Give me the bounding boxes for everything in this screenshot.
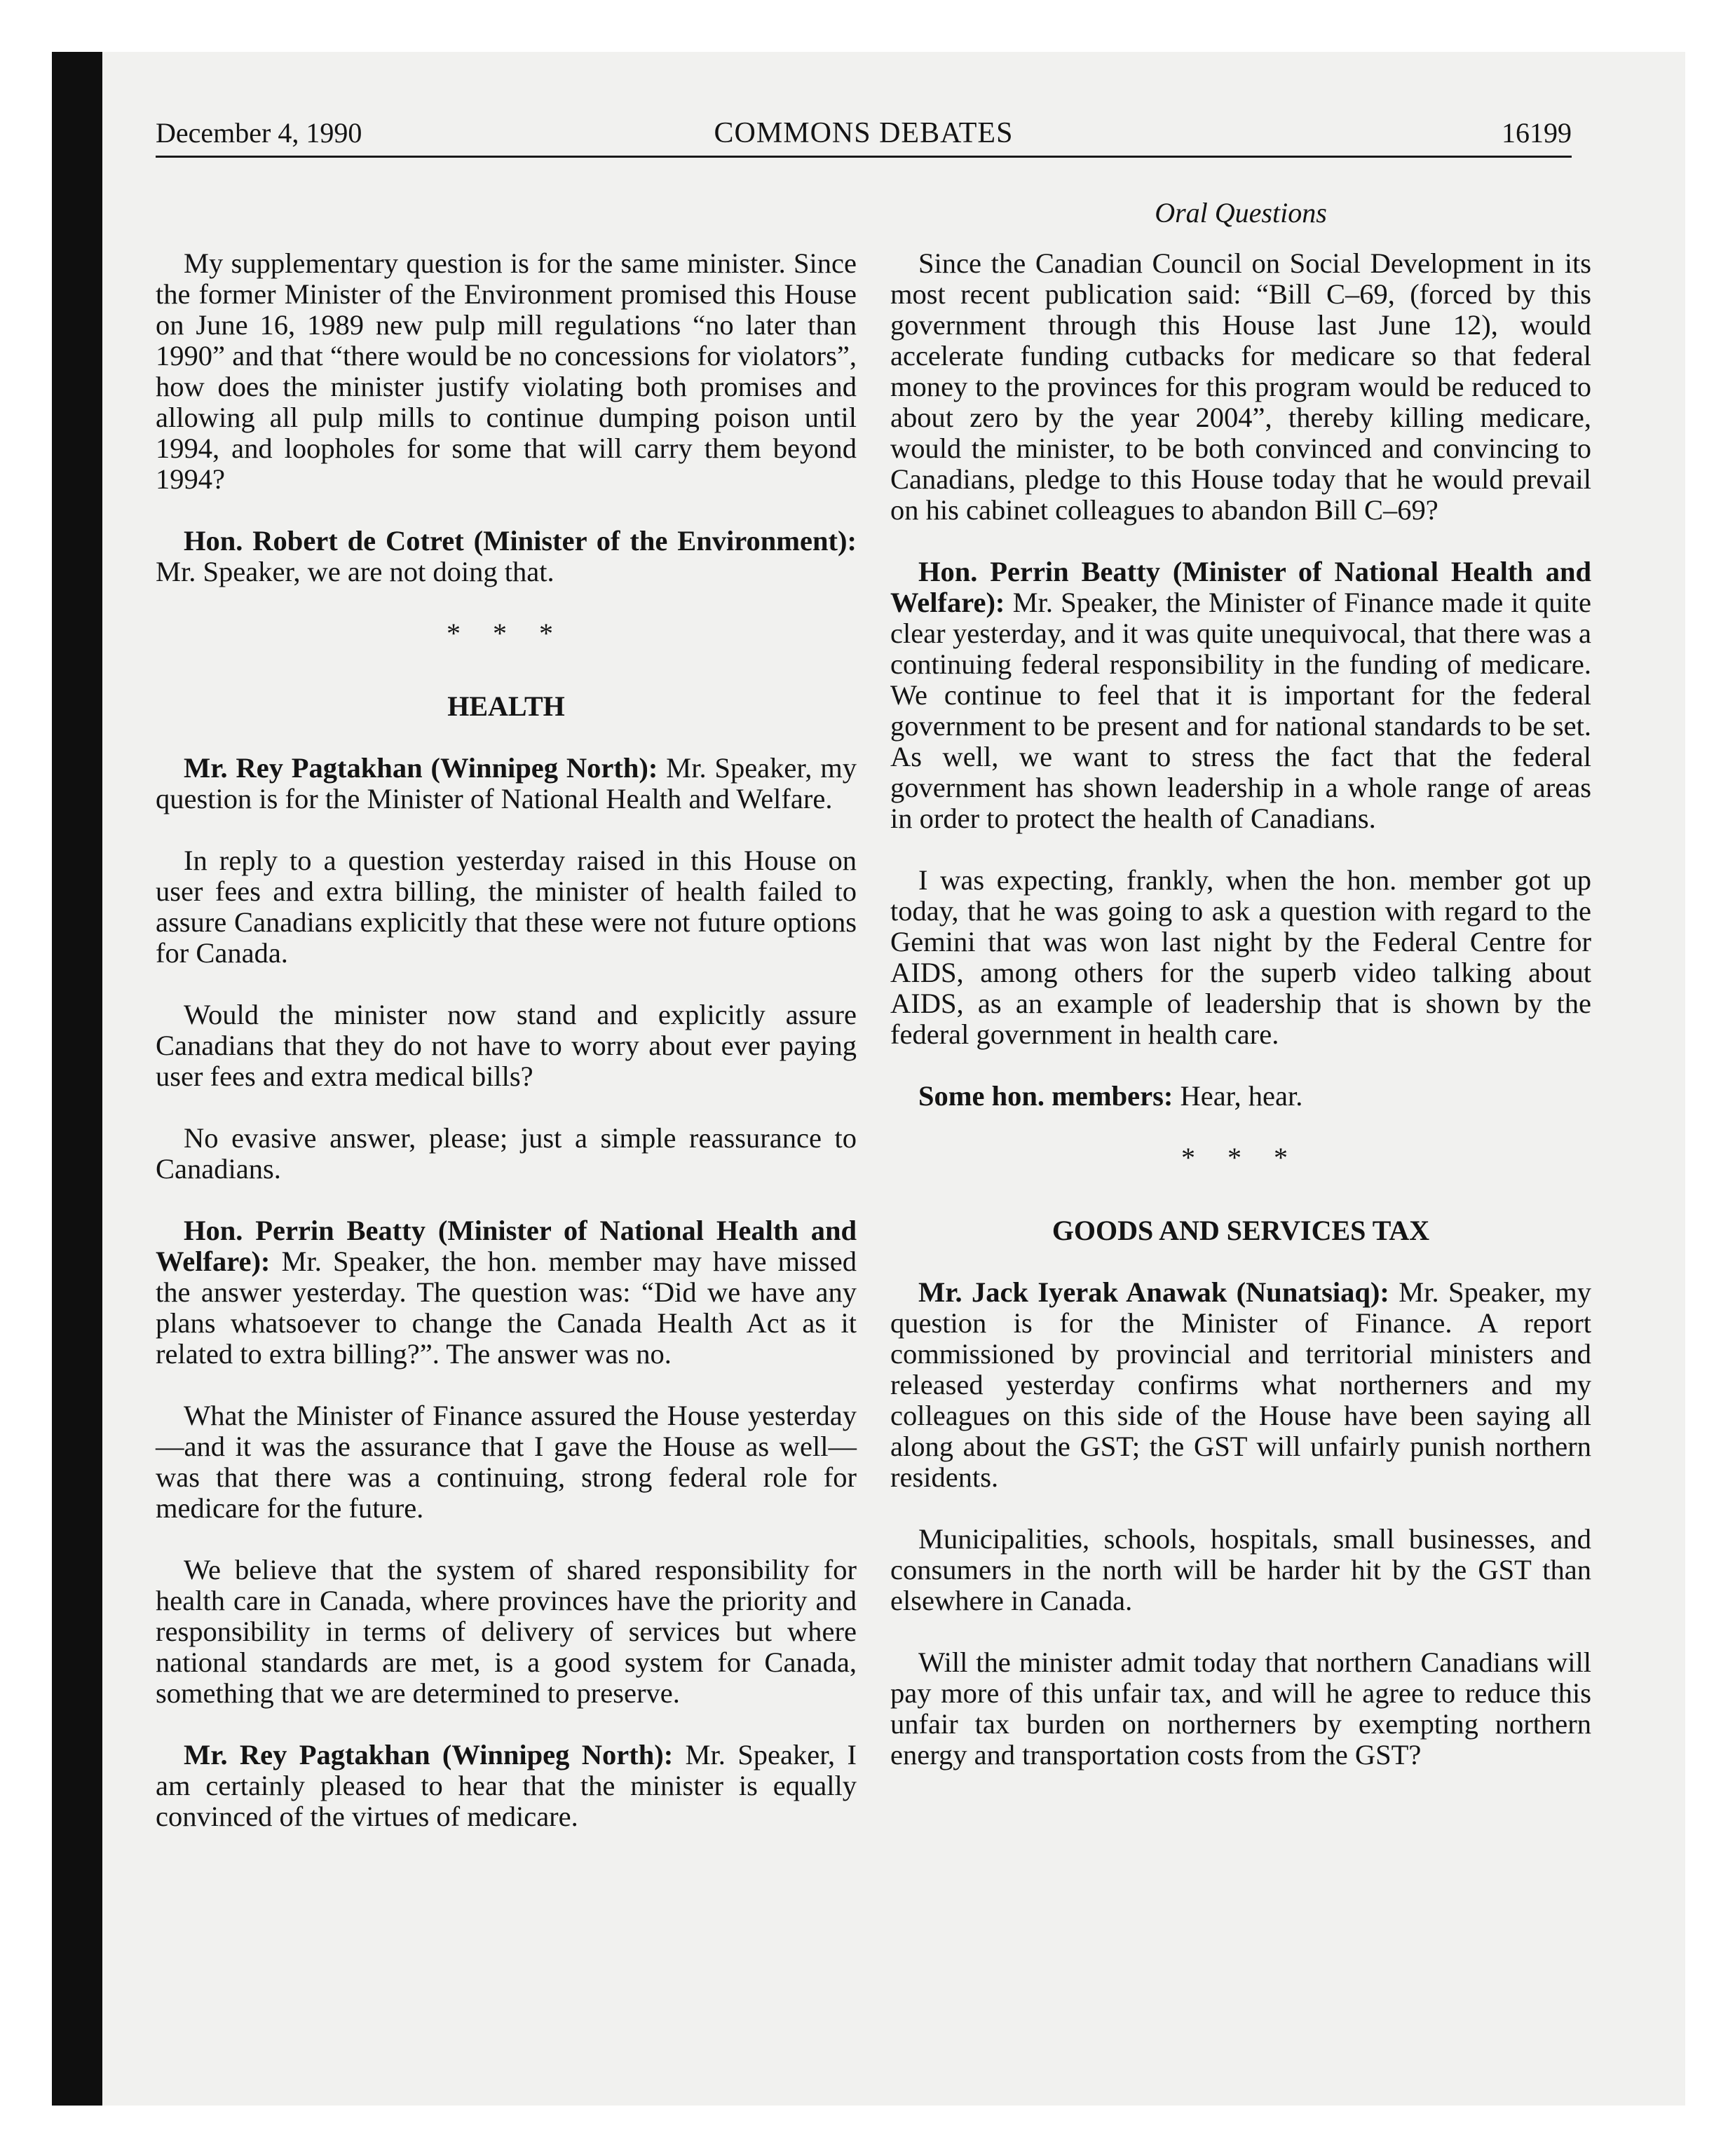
speech-text: Mr. Speaker, my question is for the Minister of Finance. A report commissioned by provincial and territorial ministers and released yesterday confirms what northerners and my colleagues on this side of the House have been saying all along about the GST; the GST will unfairly punish northern residents. [890,1276,1591,1493]
header-date: December 4, 1990 [156,117,362,149]
paragraph: My supplementary question is for the same minister. Since the former Minister of the Environment promised this House on June 16, 1989 new pulp mill regulations “no later than 1990” and that “there would be no concessions for violators”, how does the minister justify violating both promises and allowing all pulp mills to continue dumping poison until 1994, and loopholes for some that will carry them beyond 1994? [156,247,857,495]
speaker-name: Hon. Perrin Beatty (Minister of National Health and Welfare): [890,556,1591,618]
speaker-name: Mr. Jack Iyerak Anawak (Nunatsiaq): [918,1276,1389,1308]
speaker-name: Mr. Rey Pagtakhan (Winnipeg North): [184,752,658,784]
paragraph: I was expecting, frankly, when the hon. member got up today, that he was going to ask a question with regard to the Gemini that was won last night by the Federal Centre for AIDS, among others for the superb video talking about AIDS, as an example of leadership that is shown by the federal government in health care. [890,864,1591,1050]
paragraph [156,1215,857,1370]
paragraph: We believe that the system of shared responsibility for health care in Canada, where provinces have the priority and responsibility in terms of delivery of services but where national standards are met, is a good system for Canada, something that we are determined to preserve. [156,1554,857,1709]
header-title: COMMONS DEBATES [714,117,1014,149]
paragraph [156,526,857,587]
paragraph: No evasive answer, please; just a simple reassurance to Canadians. [156,1122,857,1185]
binding-edge [52,52,102,2106]
left-column [156,248,857,1863]
section-divider: * * * [1181,1142,1300,1173]
speaker-name: Hon. Perrin Beatty (Minister of National Health and Welfare): [156,1215,857,1277]
paragraph: In reply to a question yesterday raised in this House on user fees and extra billing, the minister of health failed to assure Canadians explicitly that these were not future options for Canada. [156,845,857,969]
page-header [156,112,1572,154]
speech-text: Mr. Speaker, the Minister of Finance made it quite clear yesterday, and it was quite unequivocal, that there was a continuing federal responsibility in the funding of medicare. We continue to feel that it is important for the federal government to be present and for national standards to be set. As well, we want to stress the fact that the federal government has shown leadership in a whole range of areas in order to protect the health of Canadians. [890,587,1591,834]
paragraph [156,753,857,814]
header-rule [156,156,1572,158]
speech-text: Hear, hear. [1173,1080,1303,1112]
speaker-name: Mr. Rey Pagtakhan (Winnipeg North): [184,1739,674,1770]
paragraph: Would the minister now stand and explicitly assure Canadians that they do not have to worry about ever paying user fees and extra medical bills? [156,999,857,1092]
section-heading: HEALTH [447,690,565,722]
paragraph [890,1277,1591,1493]
running-head: Oral Questions [1155,197,1327,228]
speaker-name: Some hon. members: [918,1080,1173,1112]
speech-text: Mr. Speaker, I am certainly pleased to hear that the minister is equally convinced of the virtues of medicare. [156,1739,857,1832]
paragraph: Since the Canadian Council on Social Development in its most recent publication said: “Bill C–69, (forced by this government through this House last June 12), would accelerate funding cutbacks for medicare so that federal money to the provinces for this program would be reduced to about zero by the year 2004”, thereby killing medicare, would the minister, to be both convinced and convincing to Canadians, pledge to this House today that he would prevail on his cabinet colleagues to abandon Bill C–69? [890,247,1591,526]
speech-text: Mr. Speaker, my question is for the Minister of National Health and Welfare. [156,752,857,814]
speaker-name: Hon. Robert de Cotret (Minister of the Environment): [184,525,857,557]
header-page-number: 16199 [1502,117,1572,149]
paragraph: What the Minister of Finance assured the House yesterday—and it was the assurance that I gave the House as well—was that there was a continuing, strong federal role for medicare for the future. [156,1400,857,1524]
paragraph [890,557,1591,834]
speech-text: Mr. Speaker, the hon. member may have missed the answer yesterday. The question was: “Did we have any plans whatsoever to change the Canada Health Act as it related to extra billing?”. The answer was no. [156,1246,857,1370]
right-column [890,248,1591,1801]
paragraph: Will the minister admit today that northern Canadians will pay more of this unfair tax, and will he agree to reduce this unfair tax burden on northerners by exempting northern energy and transportation costs from the GST? [890,1646,1591,1770]
paragraph: Municipalities, schools, hospitals, small businesses, and consumers in the north will be harder hit by the GST than elsewhere in Canada. [890,1523,1591,1616]
paragraph [156,1740,857,1832]
speech-text: Mr. Speaker, we are not doing that. [156,556,554,587]
paragraph [890,1081,1591,1112]
section-heading: GOODS AND SERVICES TAX [1052,1215,1430,1246]
section-divider: * * * [447,618,566,649]
